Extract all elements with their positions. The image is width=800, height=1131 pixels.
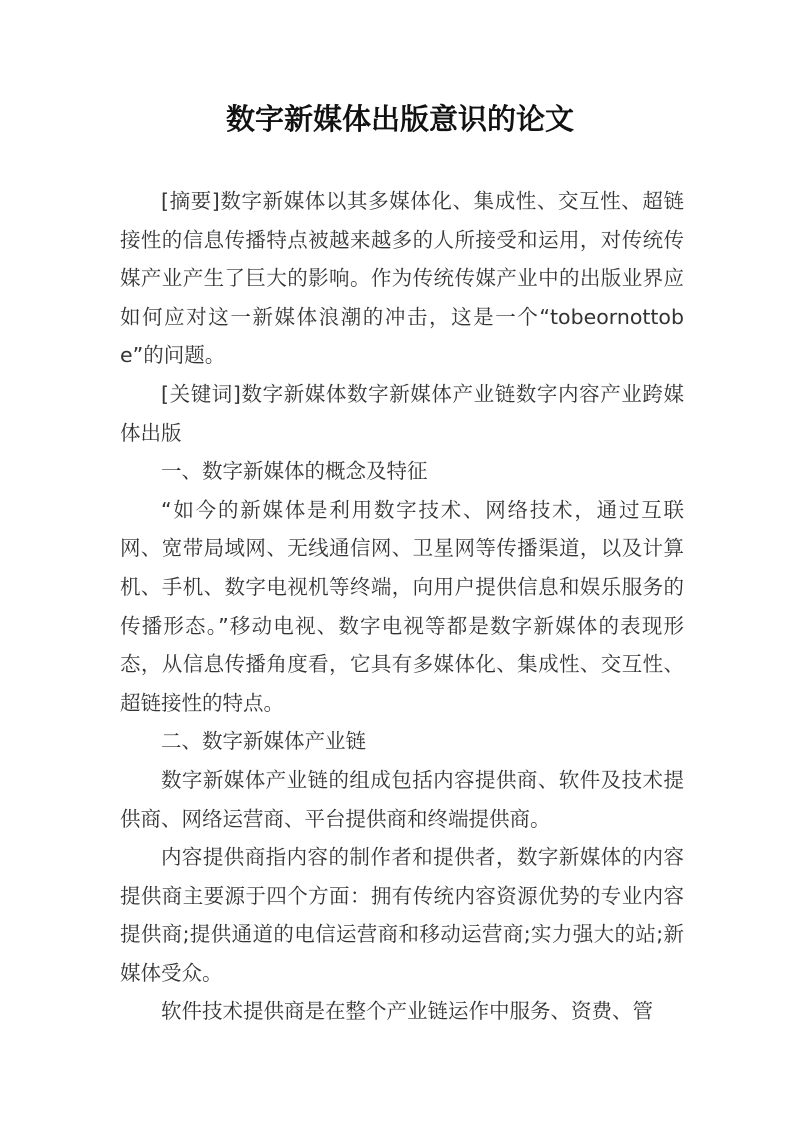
section-heading: 二、数字新媒体产业链	[161, 729, 366, 754]
body-paragraph: 软件技术提供商是在整个产业链运作中服务、资费、管	[161, 999, 653, 1024]
keywords-paragraph: [关键词]数字新媒体数字新媒体产业链数字内容产业跨媒体出版	[120, 381, 684, 445]
section-heading: 一、数字新媒体的概念及特征	[161, 459, 428, 484]
body-paragraph: “如今的新媒体是利用数字技术、网络技术，通过互联网、宽带局域网、无线通信网、卫星网等传播渠道，以及计算机、手机、数字电视机等终端，向用户提供信息和娱乐服务的传播形态。”移动电视、数字电视等都是数字新媒体的表现形态，从信息传播角度看，它具有多媒体化、集成性、交互性、超链接性的特点。	[120, 497, 684, 715]
document-body	[120, 182, 684, 1031]
abstract-paragraph: [摘要]数字新媒体以其多媒体化、集成性、交互性、超链接性的信息传播特点被越来越多的人所接受和运用，对传统传媒产业产生了巨大的影响。作为传统传媒产业中的出版业界应如何应对这一新媒体浪潮的冲击，这是一个“tobeornottobe”的问题。	[120, 189, 684, 368]
body-paragraph: 数字新媒体产业链的组成包括内容提供商、软件及技术提供商、网络运营商、平台提供商和终端提供商。	[120, 767, 684, 831]
document-title: 数字新媒体出版意识的论文	[225, 102, 574, 136]
body-paragraph: 内容提供商指内容的制作者和提供者，数字新媒体的内容提供商主要源于四个方面：拥有传统内容资源优势的专业内容提供商;提供通道的电信运营商和移动运营商;实力强大的站;新媒体受众。	[120, 845, 684, 985]
